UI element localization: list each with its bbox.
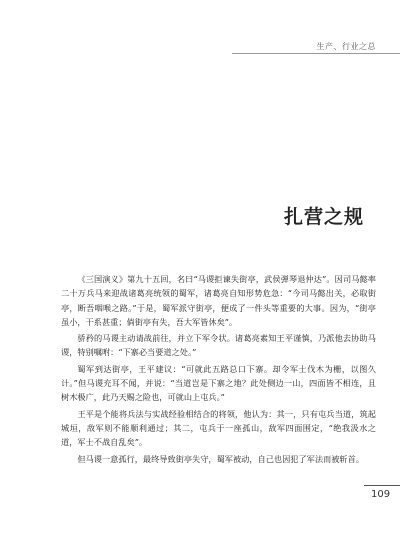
chapter-title: 扎营之规 <box>283 206 364 228</box>
page-number: 109 <box>371 489 391 500</box>
paragraph: 《三国演义》第九十五回，名曰“马谡拒谏失街亭，武侯弹琴退仲达”。因司马懿率二十万兵马来迎战诸葛亮统领的蜀军，诸葛亮自知形势危急：“今司马懿出关，必取街亭，断吾咽喉之路。”于是，蜀军派守街亭，便成了一件头等重要的大事。因为，“街亭虽小，干系甚重；倘街亭有失，吾大军皆休矣”。 <box>61 274 376 327</box>
paragraph: 蜀军到达街亭，王平建议：“可就此五路总口下寨。却令军士伐木为栅，以图久计。”但马谡充耳不闻，并说：“当道岂是下寨之地？此处侧边一山，四面皆不相连，且树木极广，此乃天赐之险也，可就山上屯兵。” <box>61 363 376 403</box>
body-text <box>61 272 376 468</box>
paragraph: 王平是个能将兵法与实战经验相结合的将领，他认为：其一，只有屯兵当道，筑起城垣，敌军则不能顺利通过；其二，屯兵于一座孤山，敌军四面围定，“绝我汲水之道，军士不战自乱矣”。 <box>61 408 376 448</box>
running-header: 生产、行业之总 <box>316 42 376 51</box>
paragraph: 骄矜的马谡主动请战前往，并立下军令状。诸葛亮素知王平谨慎，乃派他去协助马谡，特别嘱咐：“下寨必当要道之处。” <box>61 333 376 358</box>
header-rule <box>232 53 400 54</box>
page-number-rule <box>364 485 400 486</box>
paragraph: 但马谡一意孤行，最终导致街亭失守，蜀军被动，自己也因犯了军法而被斩首。 <box>77 453 364 464</box>
